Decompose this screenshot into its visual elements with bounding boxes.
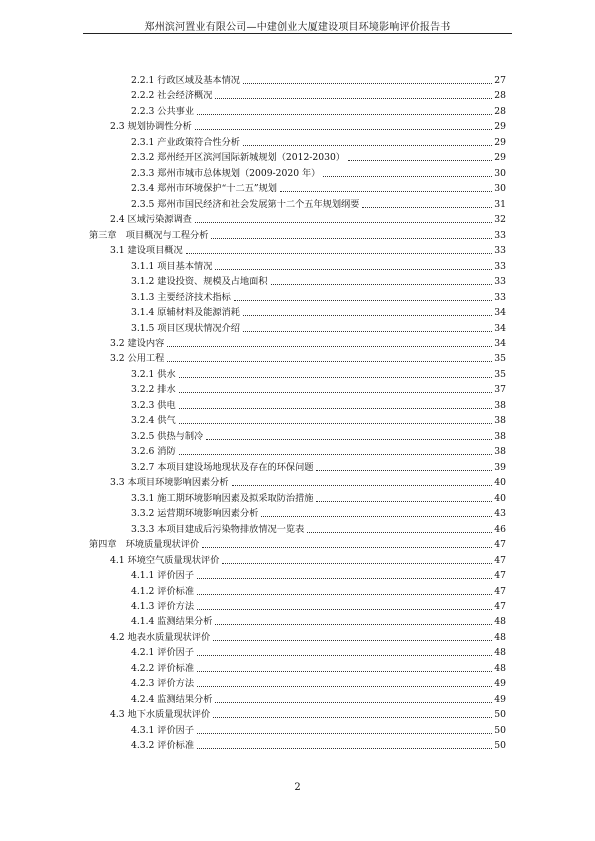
toc-entry-label: 3.1.4 原辅材料及能源消耗 — [131, 307, 240, 319]
running-header: 郑州滨河置业有限公司—中建创业大厦建设项目环境影响评价报告书 — [144, 22, 451, 33]
toc-entry-page: 38 — [494, 399, 506, 411]
toc-entry-label: 3.2.5 供热与制冷 — [131, 430, 204, 442]
toc-entry[interactable] — [110, 335, 506, 350]
toc-entry-page: 46 — [494, 523, 506, 535]
toc-dot-leader — [348, 159, 492, 161]
toc-dot-leader — [179, 391, 492, 393]
toc-entry-page: 47 — [494, 570, 506, 582]
toc-entry-label: 3.3.2 运营期环境影响因素分析 — [131, 508, 259, 520]
toc-entry-page: 40 — [494, 477, 506, 489]
toc-entry-page: 49 — [494, 693, 506, 705]
toc-dot-leader — [316, 500, 492, 502]
toc-dot-leader — [197, 593, 492, 595]
toc-dot-leader — [197, 608, 492, 610]
toc-dot-leader — [197, 654, 492, 656]
toc-entry-label: 2.4 区域污染源调查 — [110, 214, 192, 226]
toc-dot-leader — [307, 531, 492, 533]
toc-entry[interactable] — [131, 304, 506, 319]
toc-entry-page: 47 — [494, 585, 506, 597]
toc-dot-leader — [362, 206, 492, 208]
toc-entry-label: 3.2 公用工程 — [110, 353, 165, 365]
toc-entry-label: 3.2.1 供水 — [131, 368, 176, 380]
toc-dot-leader — [280, 190, 492, 192]
toc-entry-page: 48 — [494, 616, 506, 628]
toc-entry-label: 3.2.7 本项目建设场地现状及存在的环保问题 — [131, 461, 314, 473]
toc-entry-page: 50 — [494, 709, 506, 721]
toc-entry[interactable] — [131, 149, 506, 164]
toc-entry[interactable] — [131, 490, 506, 505]
toc-entry-page: 28 — [494, 105, 506, 117]
toc-entry-label: 3.3.3 本项目建成后污染物排放情况一览表 — [131, 523, 305, 535]
toc-entry-label: 3.2.4 供气 — [131, 415, 176, 427]
header-rule — [83, 33, 512, 34]
toc-entry-page: 33 — [494, 260, 506, 272]
toc-entry[interactable] — [131, 134, 506, 149]
toc-entry-page: 47 — [494, 554, 506, 566]
toc-entry-page: 48 — [494, 631, 506, 643]
toc-entry-page: 30 — [494, 183, 506, 195]
toc-entry[interactable] — [89, 536, 506, 551]
toc-entry[interactable] — [131, 273, 506, 288]
toc-entry-page: 34 — [494, 307, 506, 319]
toc-dot-leader — [211, 237, 492, 239]
toc-entry[interactable] — [131, 443, 506, 458]
toc-entry[interactable] — [131, 72, 506, 87]
toc-entry-label: 3.1 建设项目概况 — [110, 245, 183, 257]
toc-entry[interactable] — [110, 706, 506, 721]
toc-entry[interactable] — [131, 459, 506, 474]
toc-entry-page: 33 — [494, 245, 506, 257]
toc-entry-page: 50 — [494, 740, 506, 752]
toc-entry[interactable] — [131, 583, 506, 598]
toc-entry-label: 3.2.2 排水 — [131, 384, 176, 396]
toc-entry-page: 33 — [494, 276, 506, 288]
toc-dot-leader — [271, 283, 492, 285]
toc-dot-leader — [261, 515, 492, 517]
toc-dot-leader — [167, 360, 492, 362]
toc-entry[interactable] — [110, 350, 506, 365]
toc-entry-page: 38 — [494, 446, 506, 458]
toc-entry-page: 37 — [494, 384, 506, 396]
toc-entry-label: 4.1.4 监测结果分析 — [131, 616, 213, 628]
page-number: 2 — [294, 782, 301, 793]
toc-entry[interactable] — [131, 505, 506, 520]
toc-entry[interactable] — [131, 180, 506, 195]
toc-entry-label: 2.3.3 郑州市城市总体规划（2009-2020 年） — [131, 167, 321, 179]
toc-entry-label: 3.2.3 供电 — [131, 399, 176, 411]
toc-entry[interactable] — [110, 118, 506, 133]
toc-entry[interactable] — [110, 629, 506, 644]
toc-dot-leader — [179, 422, 492, 424]
toc-entry-page: 40 — [494, 492, 506, 504]
toc-dot-leader — [232, 484, 492, 486]
toc-entry[interactable] — [131, 737, 506, 752]
toc-entry-label: 4.1.1 评价因子 — [131, 570, 195, 582]
toc-dot-leader — [197, 670, 492, 672]
toc-dot-leader — [197, 577, 492, 579]
toc-dot-leader — [186, 252, 492, 254]
toc-dot-leader — [195, 221, 492, 223]
toc-entry[interactable] — [131, 691, 506, 706]
toc-entry[interactable] — [131, 381, 506, 396]
toc-entry-label: 2.3.1 产业政策符合性分析 — [131, 136, 240, 148]
toc-entry-page: 35 — [494, 368, 506, 380]
toc-entry-page: 35 — [494, 353, 506, 365]
toc-dot-leader — [222, 562, 492, 564]
toc-entry[interactable] — [89, 227, 506, 242]
toc-entry[interactable] — [131, 289, 506, 304]
toc-entry-label: 4.2.4 监测结果分析 — [131, 693, 213, 705]
toc-dot-leader — [243, 144, 492, 146]
toc-entry-label: 4.1 环境空气质量现状评价 — [110, 554, 220, 566]
toc-entry[interactable] — [131, 258, 506, 273]
toc-entry-label: 3.2 建设内容 — [110, 337, 165, 349]
toc-entry-label: 4.2.2 评价标准 — [131, 662, 195, 674]
toc-entry-label: 2.2.3 公共事业 — [131, 105, 195, 117]
toc-entry-label: 4.1.2 评价标准 — [131, 585, 195, 597]
toc-entry-page: 29 — [494, 136, 506, 148]
toc-dot-leader — [243, 82, 492, 84]
toc-entry-page: 29 — [494, 152, 506, 164]
toc-entry-page: 49 — [494, 678, 506, 690]
toc-entry-page: 28 — [494, 90, 506, 102]
toc-dot-leader — [316, 469, 492, 471]
toc-entry-label: 4.3.2 评价标准 — [131, 740, 195, 752]
toc-entry-page: 47 — [494, 600, 506, 612]
toc-entry-page: 48 — [494, 662, 506, 674]
toc-dot-leader — [234, 299, 492, 301]
toc-entry-label: 4.2 地表水质量现状评价 — [110, 631, 211, 643]
toc-entry-page: 33 — [494, 229, 506, 241]
toc-entry[interactable] — [131, 320, 506, 335]
toc-entry-page: 30 — [494, 167, 506, 179]
toc-dot-leader — [179, 376, 492, 378]
toc-entry-page: 29 — [494, 121, 506, 133]
toc-entry-page: 39 — [494, 461, 506, 473]
toc-entry-label: 2.3.2 郑州经开区滨河国际新城规划（2012-2030） — [131, 152, 345, 164]
toc-dot-leader — [215, 701, 492, 703]
toc-entry[interactable] — [131, 644, 506, 659]
toc-entry-label: 3.1.2 建设投资、规模及占地面积 — [131, 276, 268, 288]
toc-entry[interactable] — [131, 598, 506, 613]
toc-entry-label: 4.3.1 评价因子 — [131, 724, 195, 736]
toc-dot-leader — [215, 268, 492, 270]
toc-entry[interactable] — [131, 428, 506, 443]
toc-entry[interactable] — [110, 211, 506, 226]
toc-entry-page: 34 — [494, 322, 506, 334]
toc-dot-leader — [179, 453, 492, 455]
toc-dot-leader — [197, 685, 492, 687]
toc-dot-leader — [243, 330, 492, 332]
toc-entry-page: 50 — [494, 724, 506, 736]
toc-entry[interactable] — [131, 196, 506, 211]
toc-dot-leader — [323, 175, 492, 177]
toc-entry-page: 38 — [494, 415, 506, 427]
toc-entry[interactable] — [131, 567, 506, 582]
toc-entry[interactable] — [131, 397, 506, 412]
toc-entry-label: 3.2.6 消防 — [131, 446, 176, 458]
toc-entry[interactable] — [131, 521, 506, 536]
toc-entry-page: 34 — [494, 337, 506, 349]
toc-entry[interactable] — [131, 412, 506, 427]
toc-entry-label: 第三章 项目概况与工程分析 — [89, 229, 209, 241]
toc-dot-leader — [213, 639, 492, 641]
toc-dot-leader — [215, 97, 492, 99]
toc-dot-leader — [206, 438, 492, 440]
toc-dot-leader — [197, 747, 492, 749]
toc-entry-label: 4.2.3 评价方法 — [131, 678, 195, 690]
toc-entry-label: 3.3.1 施工期环境影响因素及拟采取防治措施 — [131, 492, 314, 504]
toc-entry[interactable] — [131, 165, 506, 180]
toc-entry-label: 2.2.1 行政区域及基本情况 — [131, 75, 240, 86]
toc-dot-leader — [243, 314, 492, 316]
toc-dot-leader — [179, 407, 492, 409]
toc-entry-label: 4.2.1 评价因子 — [131, 647, 195, 659]
toc-entry[interactable] — [131, 366, 506, 381]
toc-entry-label: 2.2.2 社会经济概况 — [131, 90, 213, 102]
toc-entry[interactable] — [110, 242, 506, 257]
toc-entry[interactable] — [131, 660, 506, 675]
toc-entry-page: 33 — [494, 291, 506, 303]
toc-entry-label: 4.3 地下水质量现状评价 — [110, 709, 211, 721]
toc-entry-page: 27 — [494, 75, 506, 86]
toc-entry[interactable] — [131, 675, 506, 690]
toc-entry-label: 2.3.5 郑州市国民经济和社会发展第十二个五年规划纲要 — [131, 198, 360, 210]
toc-entry-label: 2.3.4 郑州市环境保护“十二五”规划 — [131, 183, 277, 195]
toc-entry[interactable] — [131, 87, 506, 102]
toc-entry-page: 47 — [494, 539, 506, 551]
toc-entry[interactable] — [110, 552, 506, 567]
toc-entry-page: 48 — [494, 647, 506, 659]
toc-entry[interactable] — [131, 722, 506, 737]
toc-entry-label: 4.1.3 评价方法 — [131, 600, 195, 612]
toc-entry-label: 3.1.3 主要经济技术指标 — [131, 291, 231, 303]
toc-entry-label: 3.1.1 项目基本情况 — [131, 260, 213, 272]
toc-entry-label: 第四章 环境质量现状评价 — [89, 539, 200, 551]
toc-dot-leader — [195, 128, 492, 130]
toc-dot-leader — [167, 345, 492, 347]
toc-entry-page: 38 — [494, 430, 506, 442]
toc-dot-leader — [202, 546, 492, 548]
toc-dot-leader — [213, 716, 492, 718]
toc-entry-page: 43 — [494, 508, 506, 520]
toc-entry[interactable] — [110, 474, 506, 489]
toc-entry[interactable] — [131, 613, 506, 628]
toc-entry-page: 31 — [494, 198, 506, 210]
toc-dot-leader — [215, 623, 492, 625]
toc-dot-leader — [197, 113, 492, 115]
toc-dot-leader — [197, 732, 492, 734]
toc-entry-label: 3.3 本项目环境影响因素分析 — [110, 477, 229, 489]
toc-entry-page: 32 — [494, 214, 506, 226]
toc-entry-label: 3.1.5 项目区现状情况介绍 — [131, 322, 240, 334]
toc-entry[interactable] — [131, 103, 506, 118]
toc-entry-label: 2.3 规划协调性分析 — [110, 121, 192, 133]
